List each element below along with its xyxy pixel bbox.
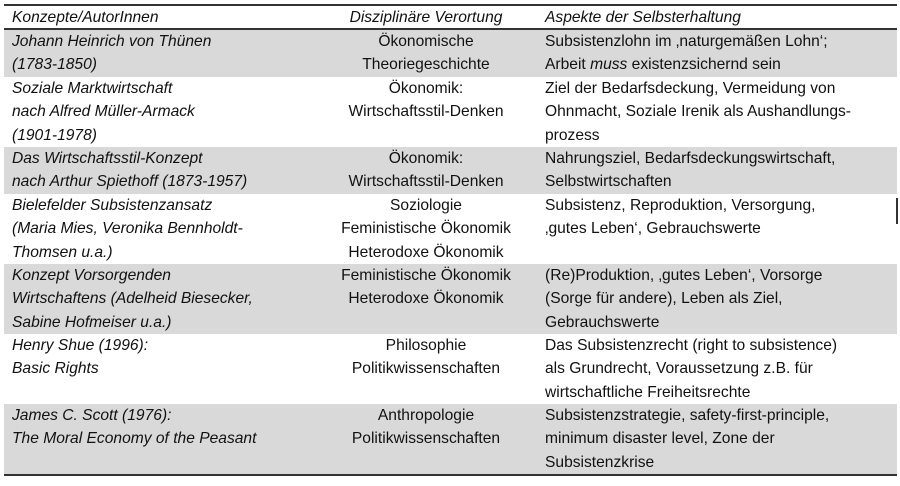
header-konzepte: Konzepte/AutorInnen: [12, 9, 159, 26]
cell-line: ‚gutes Leben‘, Gebrauchswerte: [545, 220, 761, 238]
table-edge-mark: [896, 198, 898, 224]
cell-line: Feministische Ökonomik: [341, 267, 511, 284]
cell-aspekte: [545, 334, 895, 404]
cell-aspekte: [545, 147, 895, 194]
cell-aspekte: [545, 30, 895, 77]
table-row: [4, 194, 897, 264]
cell-aspekte: [545, 194, 895, 241]
cell-line: The Moral Economy of the Peasant: [12, 430, 257, 448]
cell-line: Johann Heinrich von Thünen: [12, 33, 212, 50]
cell-line: Feministische Ökonomik: [341, 220, 511, 238]
cell-line: Arbeit muss existenzsichernd sein: [545, 56, 781, 74]
table-row: [4, 334, 897, 404]
table-header: [4, 4, 897, 30]
cell-konzept: [12, 30, 320, 77]
cell-verortung: [320, 77, 532, 124]
cell-line: Ökonomik:: [388, 150, 464, 167]
cell-konzept: [12, 404, 320, 451]
cell-konzept: [12, 194, 320, 264]
cell-line: wirtschaftliche Freiheitsrechte: [545, 383, 751, 401]
cell-line: Ziel der Bedarfsdeckung, Vermeidung von: [545, 80, 836, 97]
table-row: [4, 30, 897, 77]
cell-aspekte: [545, 77, 895, 147]
cell-line: prozess: [545, 126, 600, 144]
cell-aspekte: [545, 264, 895, 334]
cell-verortung: [320, 30, 532, 77]
table-row: [4, 147, 897, 194]
cell-konzept: [12, 147, 320, 194]
cell-line: Anthropologie: [377, 407, 475, 424]
cell-konzept: [12, 77, 320, 147]
cell-line: Thomsen u.a.): [12, 243, 113, 261]
cell-line: Heterodoxe Ökonomik: [348, 290, 504, 308]
cell-line: Heterodoxe Ökonomik: [348, 243, 504, 261]
cell-line: (Maria Mies, Veronika Bennholdt-: [12, 220, 243, 238]
cell-line: Sabine Hofmeiser u.a.): [12, 313, 172, 331]
cell-line: Wirtschaftsstil-Denken: [348, 103, 504, 121]
cell-verortung: [320, 404, 532, 451]
cell-line: Wirtschaftens (Adelheid Biesecker,: [12, 290, 253, 308]
cell-line: Selbstwirtschaften: [545, 173, 672, 191]
cell-verortung: [320, 147, 532, 194]
cell-line: Soziale Marktwirtschaft: [12, 80, 173, 97]
cell-line: Soziologie: [390, 197, 462, 214]
table-body: [4, 30, 897, 476]
cell-line: Subsistenzstrategie, safety-first-principle,: [545, 407, 830, 424]
cell-line: Ohnmacht, Soziale Irenik als Aushandlungs-: [545, 103, 851, 121]
cell-line: (Re)Produktion, ‚gutes Leben‘, Vorsorge: [545, 267, 823, 284]
cell-line: James C. Scott (1976):: [12, 407, 172, 424]
cell-line: Basic Rights: [12, 360, 99, 378]
cell-line: Gebrauchswerte: [545, 313, 660, 331]
cell-line: Theoriegeschichte: [362, 56, 490, 74]
cell-line: Ökonomik:: [388, 80, 464, 97]
table-row: [4, 404, 897, 474]
cell-line: (Sorge für andere), Leben als Ziel,: [545, 290, 783, 308]
cell-line: minimum disaster level, Zone der: [545, 430, 775, 448]
cell-verortung: [320, 194, 532, 264]
cell-line: (1901-1978): [12, 126, 97, 144]
cell-line: Das Wirtschaftsstil-Konzept: [12, 150, 203, 167]
cell-verortung: [320, 334, 532, 381]
cell-konzept: [12, 334, 320, 381]
header-verortung: Disziplinäre Verortung: [349, 9, 503, 26]
cell-line: Politikwissenschaften: [351, 360, 501, 378]
cell-aspekte: [545, 404, 895, 474]
cell-line: Subsistenz, Reproduktion, Versorgung,: [545, 197, 816, 214]
table-row: [4, 264, 897, 334]
cell-line: Politikwissenschaften: [351, 430, 501, 448]
cell-line: Philosophie: [385, 337, 467, 354]
cell-konzept: [12, 264, 320, 334]
cell-line: Konzept Vorsorgenden: [12, 267, 171, 284]
cell-line: Subsistenzkrise: [545, 453, 655, 471]
cell-line: Ökonomische: [378, 33, 474, 50]
cell-line: (1783-1850): [12, 56, 97, 74]
header-aspekte: Aspekte der Selbsterhaltung: [545, 9, 741, 26]
cell-verortung: [320, 264, 532, 311]
cell-line: Henry Shue (1996):: [12, 337, 149, 354]
cell-line: Subsistenzlohn im ‚naturgemäßen Lohn‘;: [545, 33, 828, 50]
table-row: [4, 77, 897, 147]
cell-line: als Grundrecht, Voraussetzung z.B. für: [545, 360, 813, 378]
cell-line: Nahrungsziel, Bedarfsdeckungswirtschaft,: [545, 150, 836, 167]
cell-line: nach Arthur Spiethoff (1873-1957): [12, 173, 248, 191]
cell-line: Wirtschaftsstil-Denken: [348, 173, 504, 191]
table-bottom-rule: [4, 474, 897, 476]
cell-line: Bielefelder Subsistenzansatz: [12, 197, 213, 214]
table: [4, 4, 897, 476]
cell-line: nach Alfred Müller-Armack: [12, 103, 195, 121]
cell-line: Das Subsistenzrecht (right to subsistence): [545, 337, 838, 354]
